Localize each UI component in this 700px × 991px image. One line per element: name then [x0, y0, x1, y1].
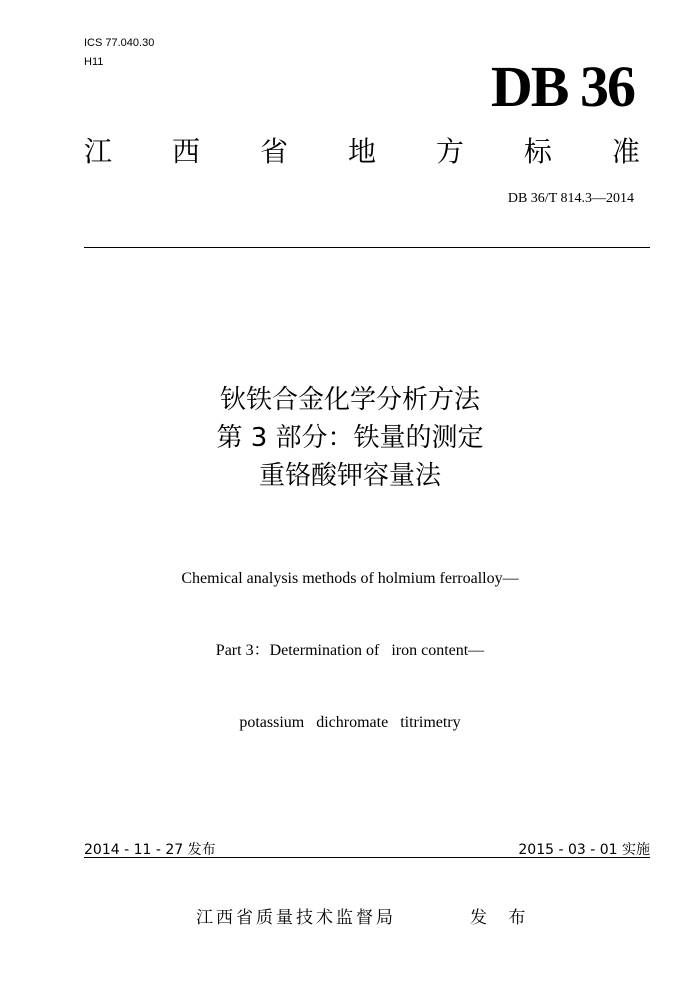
standard-type-char: 准 [611, 135, 640, 168]
implementation-date: 2015 - 03 - 01 实施 [518, 842, 650, 858]
english-title-line: Part 3：Determination of iron content— [215, 642, 485, 659]
db-logo: DB 36 [490, 54, 634, 119]
ics-code: ICS 77.040.30 [84, 37, 155, 49]
chinese-title-line: 重铬酸钾容量法 [258, 461, 441, 491]
standard-type-char: 江 [84, 135, 113, 168]
bottom-divider [84, 857, 650, 858]
english-title-line: potassium dichromate titrimetry [239, 714, 461, 731]
publish-label: 发 布 [470, 908, 534, 928]
standard-type [84, 135, 640, 168]
standard-number: DB 36/T 814.3—2014 [507, 191, 634, 206]
standard-type-char: 地 [347, 135, 376, 168]
classification-code: H11 [84, 56, 104, 68]
issue-date: 2014 - 11 - 27 发布 [84, 842, 216, 858]
standard-type-char: 西 [171, 135, 200, 168]
english-title-line: Chemical analysis methods of holmium ferroalloy— [181, 570, 519, 587]
english-title [0, 519, 700, 759]
standard-type-char: 省 [259, 135, 288, 168]
standard-type-char: 方 [435, 135, 464, 168]
chinese-title-line: 钬铁合金化学分析方法 [219, 385, 480, 415]
top-divider [84, 247, 650, 248]
chinese-title-line: 第 3 部分：铁量的测定 [216, 423, 484, 453]
standard-type-char: 标 [523, 135, 552, 168]
chinese-title [0, 381, 700, 495]
issuing-authority: 江西省质量技术监督局 [196, 908, 396, 928]
